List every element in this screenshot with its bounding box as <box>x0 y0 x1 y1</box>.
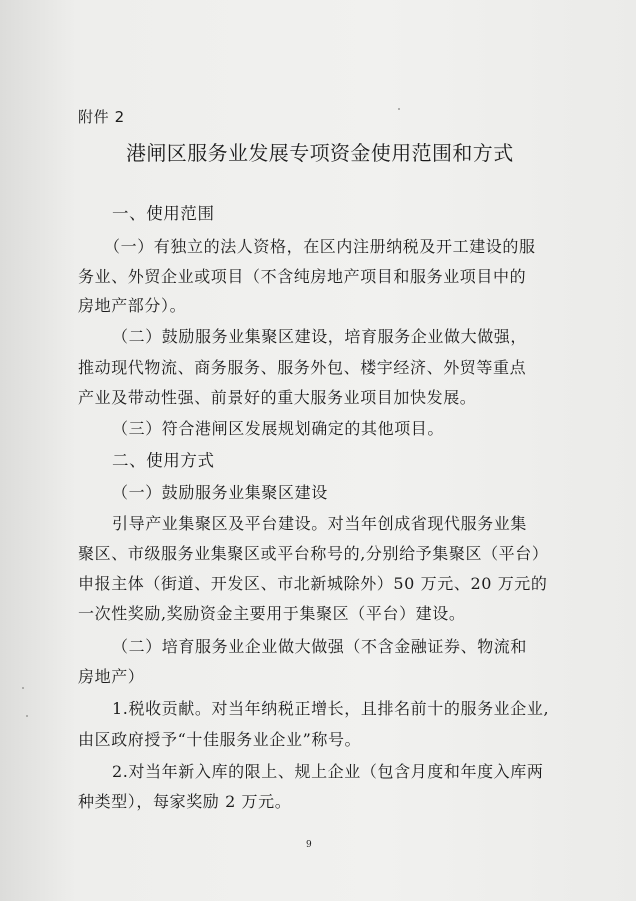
method-subheading-1: （一）鼓励服务业集聚区建设 <box>112 483 328 502</box>
scope-paragraph-1-line-3: 房地产部分）。 <box>78 296 187 315</box>
scope-paragraph-2-line-2: 推动现代物流、商务服务、服务外包、楼宇经济、外贸等重点 <box>78 358 527 377</box>
scan-speck <box>398 108 400 110</box>
page-number: 9 <box>306 840 312 850</box>
method-paragraph-3-line-2: 种类型），每家奖励 2 万元。 <box>78 792 292 811</box>
scope-paragraph-2-line-1: （二）鼓励服务业集聚区建设，培育服务企业做大做强， <box>112 327 528 346</box>
attachment-label: 附件 2 <box>78 108 125 126</box>
method-paragraph-1-line-3: 申报主体（街道、开发区、市北新城除外）50 万元、20 万元的 <box>78 574 548 593</box>
section-heading-scope: 一、使用范围 <box>112 204 215 223</box>
section-heading-method: 二、使用方式 <box>112 451 215 470</box>
method-paragraph-1-line-1: 引导产业集聚区及平台建设。对当年创成省现代服务业集 <box>112 514 528 533</box>
method-paragraph-1-line-4: 一次性奖励,奖励资金主要用于集聚区（平台）建设。 <box>78 604 466 623</box>
method-paragraph-2-line-1: 1.税收贡献。对当年纳税正增长，且排名前十的服务业企业, <box>112 699 550 718</box>
method-subheading-2-line-1: （二）培育服务业企业做大做强（不含金融证券、物流和 <box>112 637 528 656</box>
method-paragraph-3-line-1: 2.对当年新入库的限上、规上企业（包含月度和年度入库两 <box>112 762 544 781</box>
method-paragraph-1-line-2: 聚区、市级服务业集聚区或平台称号的,分别给予集聚区（平台） <box>78 544 549 563</box>
document-title: 港闸区服务业发展专项资金使用范围和方式 <box>126 141 514 165</box>
scope-paragraph-1-line-1: （一）有独立的法人资格，在区内注册纳税及开工建设的服 <box>104 237 536 256</box>
scope-paragraph-1-line-2: 务业、外贸企业或项目（不含纯房地产项目和服务业项目中的 <box>78 267 527 286</box>
scan-speck <box>22 687 24 689</box>
scope-paragraph-2-line-3: 产业及带动性强、前景好的重大服务业项目加快发展。 <box>78 388 477 407</box>
scan-speck <box>26 715 28 717</box>
scope-paragraph-3: （三）符合港闸区发展规划确定的其他项目。 <box>112 419 445 438</box>
method-subheading-2-line-2: 房地产） <box>78 667 145 686</box>
method-paragraph-2-line-2: 由区政府授予“十佳服务业企业”称号。 <box>78 730 362 749</box>
